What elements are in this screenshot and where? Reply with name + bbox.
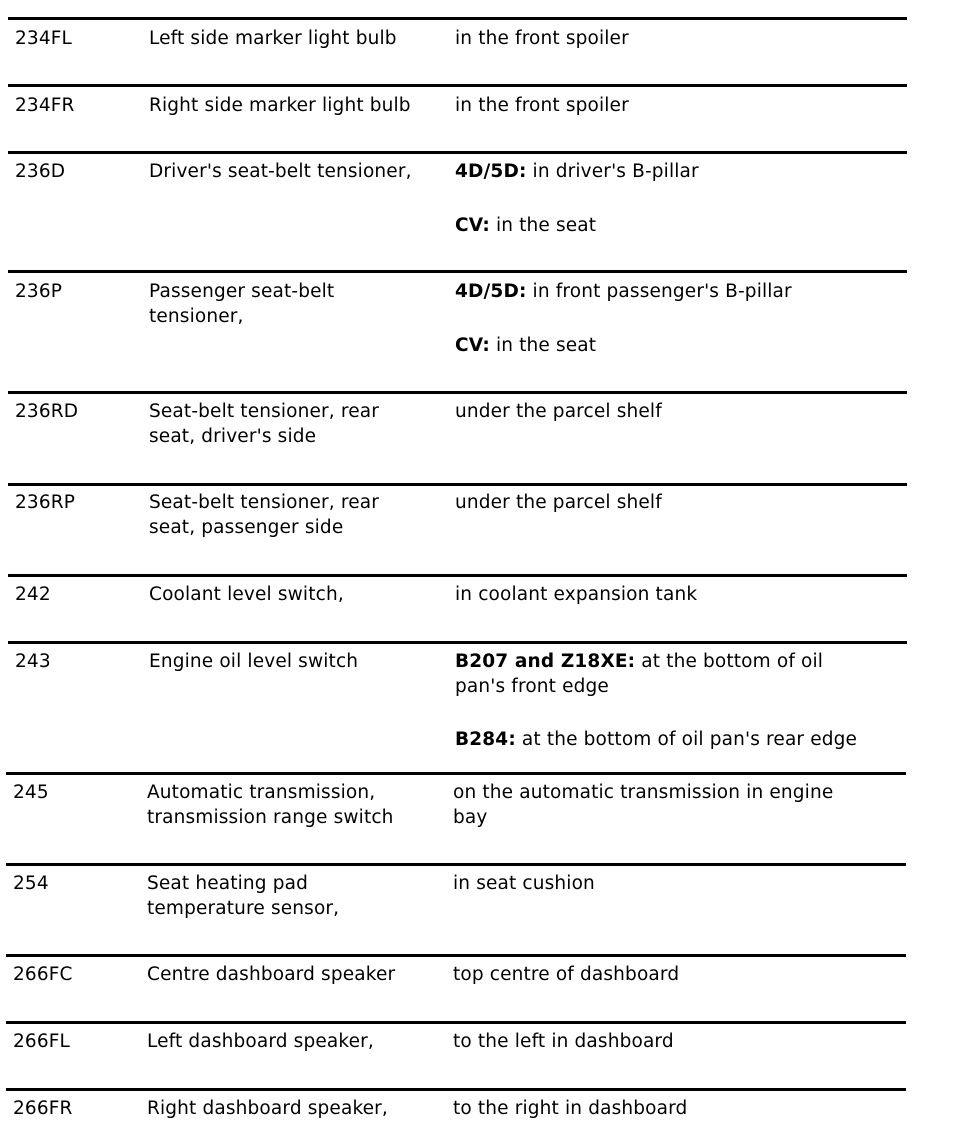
location-text: in front passenger's B-pillar bbox=[526, 281, 792, 302]
row-divider bbox=[6, 1021, 906, 1024]
location-text: to the right in dashboard bbox=[453, 1098, 688, 1119]
component-description: Left side marker light bulb bbox=[149, 28, 397, 49]
component-code: 236D bbox=[15, 161, 66, 182]
component-location bbox=[455, 583, 895, 608]
location-text: in the front spoiler bbox=[455, 95, 629, 116]
row-divider bbox=[8, 151, 907, 154]
component-code: 234FR bbox=[15, 95, 75, 116]
row-divider bbox=[8, 17, 907, 20]
component-code: 236RP bbox=[15, 492, 76, 513]
location-paragraph bbox=[453, 1097, 893, 1122]
component-location bbox=[455, 650, 875, 753]
row-divider bbox=[8, 483, 907, 486]
component-description: Seat-belt tensioner, rear seat, driver's side bbox=[149, 401, 379, 447]
location-paragraph bbox=[455, 650, 875, 699]
component-location bbox=[453, 1030, 893, 1055]
location-text: under the parcel shelf bbox=[455, 492, 662, 513]
location-label: 4D/5D: bbox=[455, 161, 527, 182]
location-label: CV: bbox=[455, 214, 490, 236]
location-paragraph bbox=[455, 280, 895, 305]
row-divider bbox=[6, 954, 906, 957]
location-text: under the parcel shelf bbox=[455, 401, 662, 422]
component-description: Passenger seat-belt tensioner, bbox=[149, 281, 335, 327]
location-paragraph bbox=[455, 160, 895, 185]
component-description: Centre dashboard speaker bbox=[147, 964, 396, 985]
location-text: in coolant expansion tank bbox=[455, 584, 698, 605]
location-paragraph bbox=[455, 214, 895, 239]
component-code: 236P bbox=[15, 281, 63, 302]
component-description: Right side marker light bulb bbox=[149, 95, 411, 116]
component-description: Right dashboard speaker, bbox=[147, 1098, 388, 1119]
component-code: 266FR bbox=[13, 1098, 73, 1119]
component-location bbox=[455, 94, 895, 119]
location-text: in the seat bbox=[489, 334, 597, 356]
component-location bbox=[455, 27, 895, 52]
component-description: Left dashboard speaker, bbox=[147, 1031, 374, 1052]
location-paragraph bbox=[455, 27, 895, 52]
component-description: Seat heating pad temperature sensor, bbox=[147, 873, 340, 919]
row-divider bbox=[6, 863, 906, 866]
location-paragraph bbox=[455, 491, 895, 516]
row-divider bbox=[8, 391, 907, 394]
component-code: 254 bbox=[13, 873, 49, 894]
location-label: 4D/5D: bbox=[455, 281, 527, 302]
location-paragraph bbox=[455, 728, 875, 753]
location-paragraph bbox=[455, 583, 895, 608]
component-code: 266FL bbox=[13, 1031, 71, 1052]
location-paragraph bbox=[453, 963, 893, 988]
location-text: in driver's B-pillar bbox=[526, 161, 699, 182]
component-code: 236RD bbox=[15, 401, 79, 422]
location-text: on the automatic transmission in engine bay bbox=[453, 782, 834, 828]
location-text: to the left in dashboard bbox=[453, 1031, 674, 1052]
location-text: in seat cushion bbox=[453, 873, 595, 894]
row-divider bbox=[8, 641, 907, 644]
component-description: Coolant level switch, bbox=[149, 584, 344, 605]
row-divider bbox=[6, 1088, 906, 1091]
component-location bbox=[455, 400, 895, 425]
row-divider bbox=[6, 772, 906, 775]
component-description: Engine oil level switch bbox=[149, 651, 359, 672]
location-label: CV: bbox=[455, 334, 490, 356]
location-text: in the seat bbox=[489, 214, 597, 236]
component-location bbox=[453, 872, 893, 897]
location-paragraph bbox=[455, 334, 895, 359]
component-location bbox=[453, 963, 893, 988]
row-divider bbox=[8, 270, 907, 273]
row-divider bbox=[8, 84, 907, 87]
component-location bbox=[455, 160, 895, 238]
location-paragraph bbox=[453, 1030, 893, 1055]
location-text: at the bottom of oil pan's rear edge bbox=[515, 729, 858, 750]
component-code: 245 bbox=[13, 782, 49, 803]
component-description: Automatic transmission, transmission range switch bbox=[147, 782, 394, 828]
component-code: 242 bbox=[15, 584, 51, 605]
component-location bbox=[453, 1097, 893, 1122]
component-code: 243 bbox=[15, 651, 51, 672]
location-label: B284: bbox=[455, 729, 516, 750]
component-location bbox=[455, 491, 895, 516]
row-divider bbox=[8, 574, 907, 577]
component-location bbox=[455, 280, 895, 358]
component-description: Seat-belt tensioner, rear seat, passenger side bbox=[149, 492, 379, 538]
component-code: 234FL bbox=[15, 28, 73, 49]
location-paragraph bbox=[453, 781, 873, 830]
location-text: in the front spoiler bbox=[455, 28, 629, 49]
location-label: B207 and Z18XE: bbox=[455, 651, 636, 672]
location-paragraph bbox=[455, 94, 895, 119]
location-text: at the bottom of oil pan's front edge bbox=[455, 651, 824, 697]
location-paragraph bbox=[453, 872, 893, 897]
location-text: top centre of dashboard bbox=[453, 964, 680, 985]
location-paragraph bbox=[455, 400, 895, 425]
component-location bbox=[453, 781, 873, 830]
component-description: Driver's seat-belt tensioner, bbox=[149, 161, 412, 182]
component-code: 266FC bbox=[13, 964, 73, 985]
